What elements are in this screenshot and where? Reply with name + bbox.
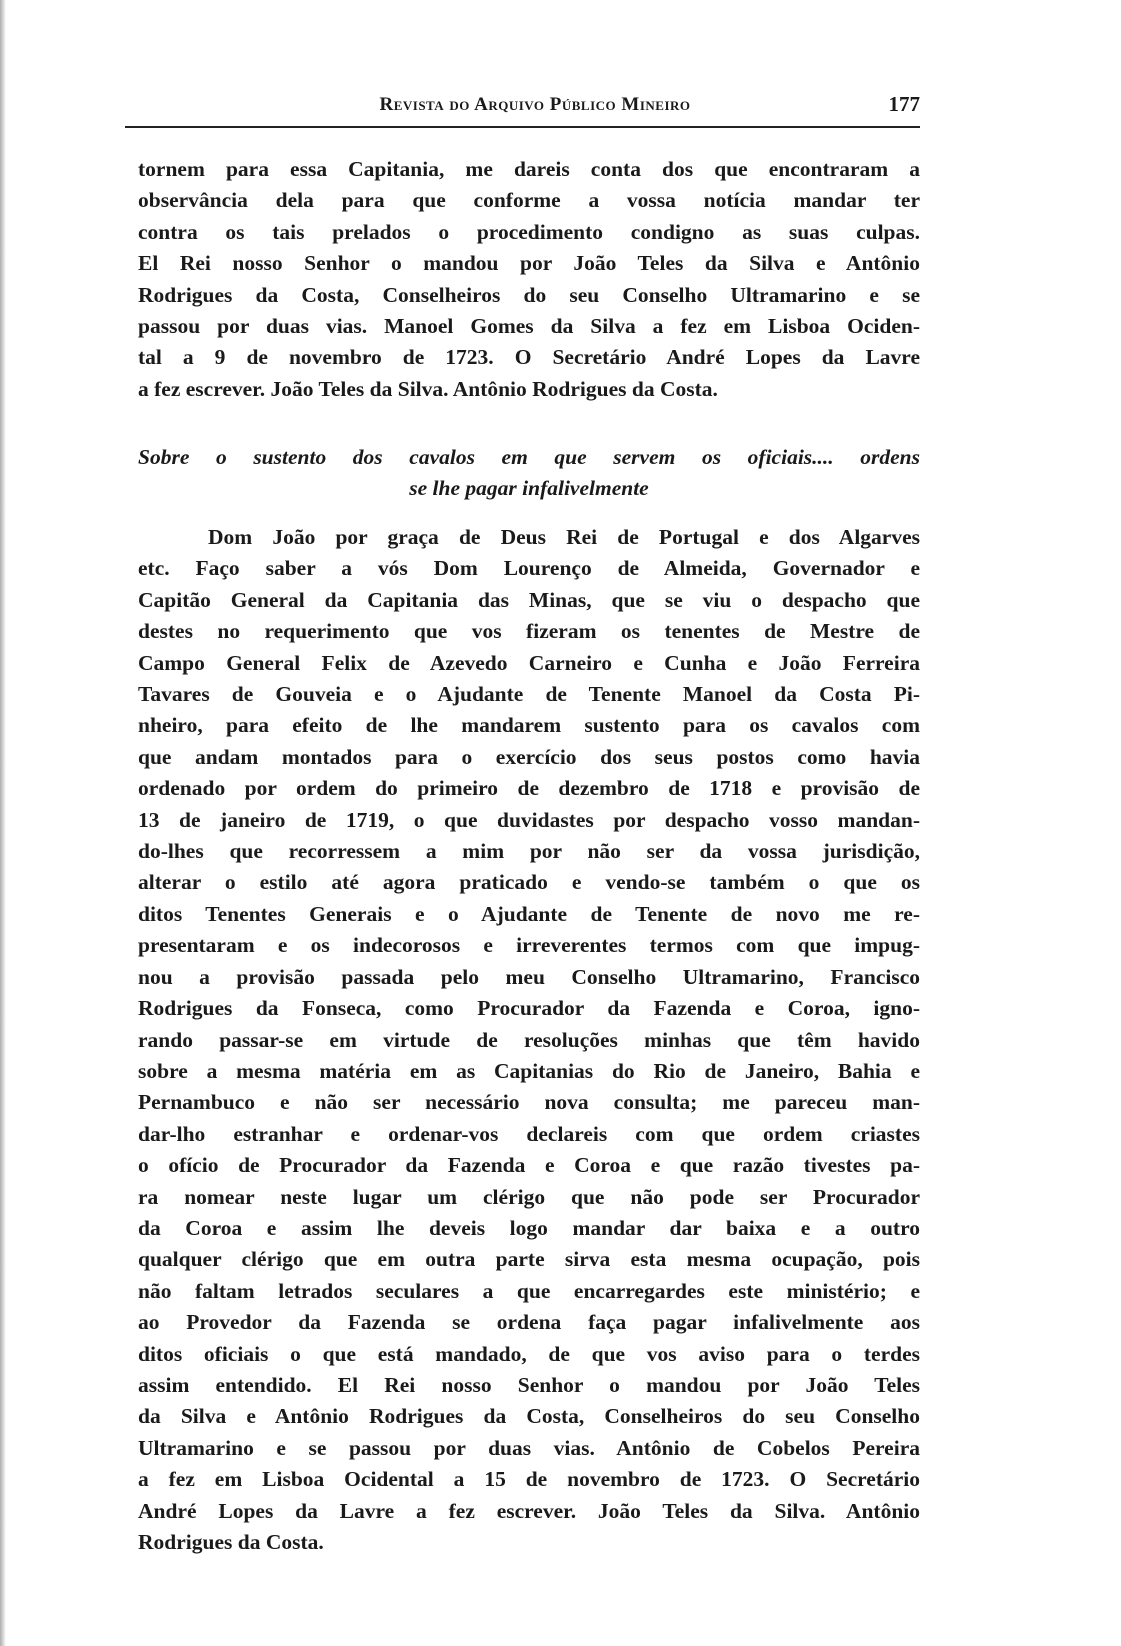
page-number: 177 [888, 92, 920, 116]
section-heading [138, 442, 920, 504]
text-line: passou por duas vias. Manoel Gomes da Silva a fez em Lisboa Ociden- [138, 314, 920, 339]
text-line: ao Provedor da Fazenda se ordena faça pagar infalivelmente aos [138, 1310, 920, 1335]
text-line: a fez escrever. João Teles da Silva. Antônio Rodrigues da Costa. [138, 376, 718, 401]
text-line: rando passar-se em virtude de resoluções minhas que têm havido [138, 1027, 920, 1052]
heading-line: se lhe pagar infalivelmente [409, 476, 649, 500]
text-line: que andam montados para o exercício dos seus postos como havia [138, 744, 920, 769]
text-line: o ofício de Procurador da Fazenda e Coroa e que razão tivestes pa- [138, 1153, 920, 1178]
text-line: Rodrigues da Costa. [138, 1530, 324, 1554]
text-line: da Coroa e assim lhe deveis logo mandar dar baixa e a outro [138, 1215, 920, 1240]
text-line: Rodrigues da Fonseca, como Procurador da Fazenda e Coroa, igno- [138, 996, 920, 1021]
page-binding-edge [0, 0, 6, 1646]
text-line: alterar o estilo até agora praticado e vendo-se também o que os [138, 870, 920, 895]
text-line: ordenado por ordem do primeiro de dezembro de 1718 e provisão de [138, 776, 920, 801]
heading-line: Sobre o sustento dos cavalos em que servem os oficiais.... ordens [138, 445, 920, 469]
text-line: Rodrigues da Costa, Conselheiros do seu Conselho Ultramarino e se [138, 282, 920, 307]
paragraph-2 [138, 522, 920, 1558]
text-line: assim entendido. El Rei nosso Senhor o mandou por João Teles [138, 1372, 920, 1397]
text-line: ditos oficiais o que está mandado, de que vos aviso para o terdes [138, 1341, 920, 1366]
text-line: nou a provisão passada pelo meu Conselho Ultramarino, Francisco [138, 964, 920, 989]
text-line: Campo General Felix de Azevedo Carneiro e Cunha e João Ferreira [138, 650, 920, 675]
text-line: sobre a mesma matéria em as Capitanias do Rio de Janeiro, Bahia e [138, 1058, 920, 1083]
text-line: André Lopes da Lavre a fez escrever. João Teles da Silva. Antônio [138, 1498, 920, 1523]
text-line: a fez em Lisboa Ocidental a 15 de novembro de 1723. O Secretário [138, 1467, 920, 1492]
text-line: presentaram e os indecorosos e irreverentes termos com que impug- [138, 933, 920, 958]
text-line: nheiro, para efeito de lhe mandarem sustento para os cavalos com [138, 713, 920, 738]
page-header [150, 92, 920, 126]
text-line: observância dela para que conforme a vossa notícia mandar ter [138, 188, 920, 213]
paragraph-1 [138, 154, 920, 405]
text-line: ra nomear neste lugar um clérigo que não pode ser Procurador [138, 1184, 920, 1209]
text-line: dar-lho estranhar e ordenar-vos declareis com que ordem criastes [138, 1121, 920, 1146]
text-line: Tavares de Gouveia e o Ajudante de Tenente Manoel da Costa Pi- [138, 682, 920, 707]
text-line: da Silva e Antônio Rodrigues da Costa, Conselheiros do seu Conselho [138, 1404, 920, 1429]
text-line: Dom João por graça de Deus Rei de Portugal e dos Algarves [208, 525, 920, 549]
text-line: Ultramarino e se passou por duas vias. Antônio de Cobelos Pereira [138, 1435, 920, 1460]
text-line: etc. Faço saber a vós Dom Lourenço de Almeida, Governador e [138, 556, 920, 581]
header-rule [125, 126, 920, 128]
running-title: Revista do Arquivo Público Mineiro [379, 94, 691, 115]
text-line: qualquer clérigo que em outra parte sirva esta mesma ocupação, pois [138, 1247, 920, 1272]
text-line: tornem para essa Capitania, me dareis conta dos que encontraram a [138, 157, 920, 181]
text-line: Capitão General da Capitania das Minas, que se viu o despacho que [138, 587, 920, 612]
text-line: contra os tais prelados o procedimento condigno as suas culpas. [138, 219, 920, 244]
text-line: El Rei nosso Senhor o mandou por João Teles da Silva e Antônio [138, 251, 920, 276]
text-line: ditos Tenentes Generais e o Ajudante de Tenente de novo me re- [138, 901, 920, 926]
text-line: não faltam letrados seculares a que encarregardes este ministério; e [138, 1278, 920, 1303]
text-line: do-lhes que recorressem a mim por não ser da vossa jurisdição, [138, 839, 920, 864]
text-line: Pernambuco e não ser necessário nova consulta; me pareceu man- [138, 1090, 920, 1115]
text-line: tal a 9 de novembro de 1723. O Secretário André Lopes da Lavre [138, 345, 920, 370]
text-line: 13 de janeiro de 1719, o que duvidastes por despacho vosso mandan- [138, 807, 920, 832]
text-line: destes no requerimento que vos fizeram os tenentes de Mestre de [138, 619, 920, 644]
